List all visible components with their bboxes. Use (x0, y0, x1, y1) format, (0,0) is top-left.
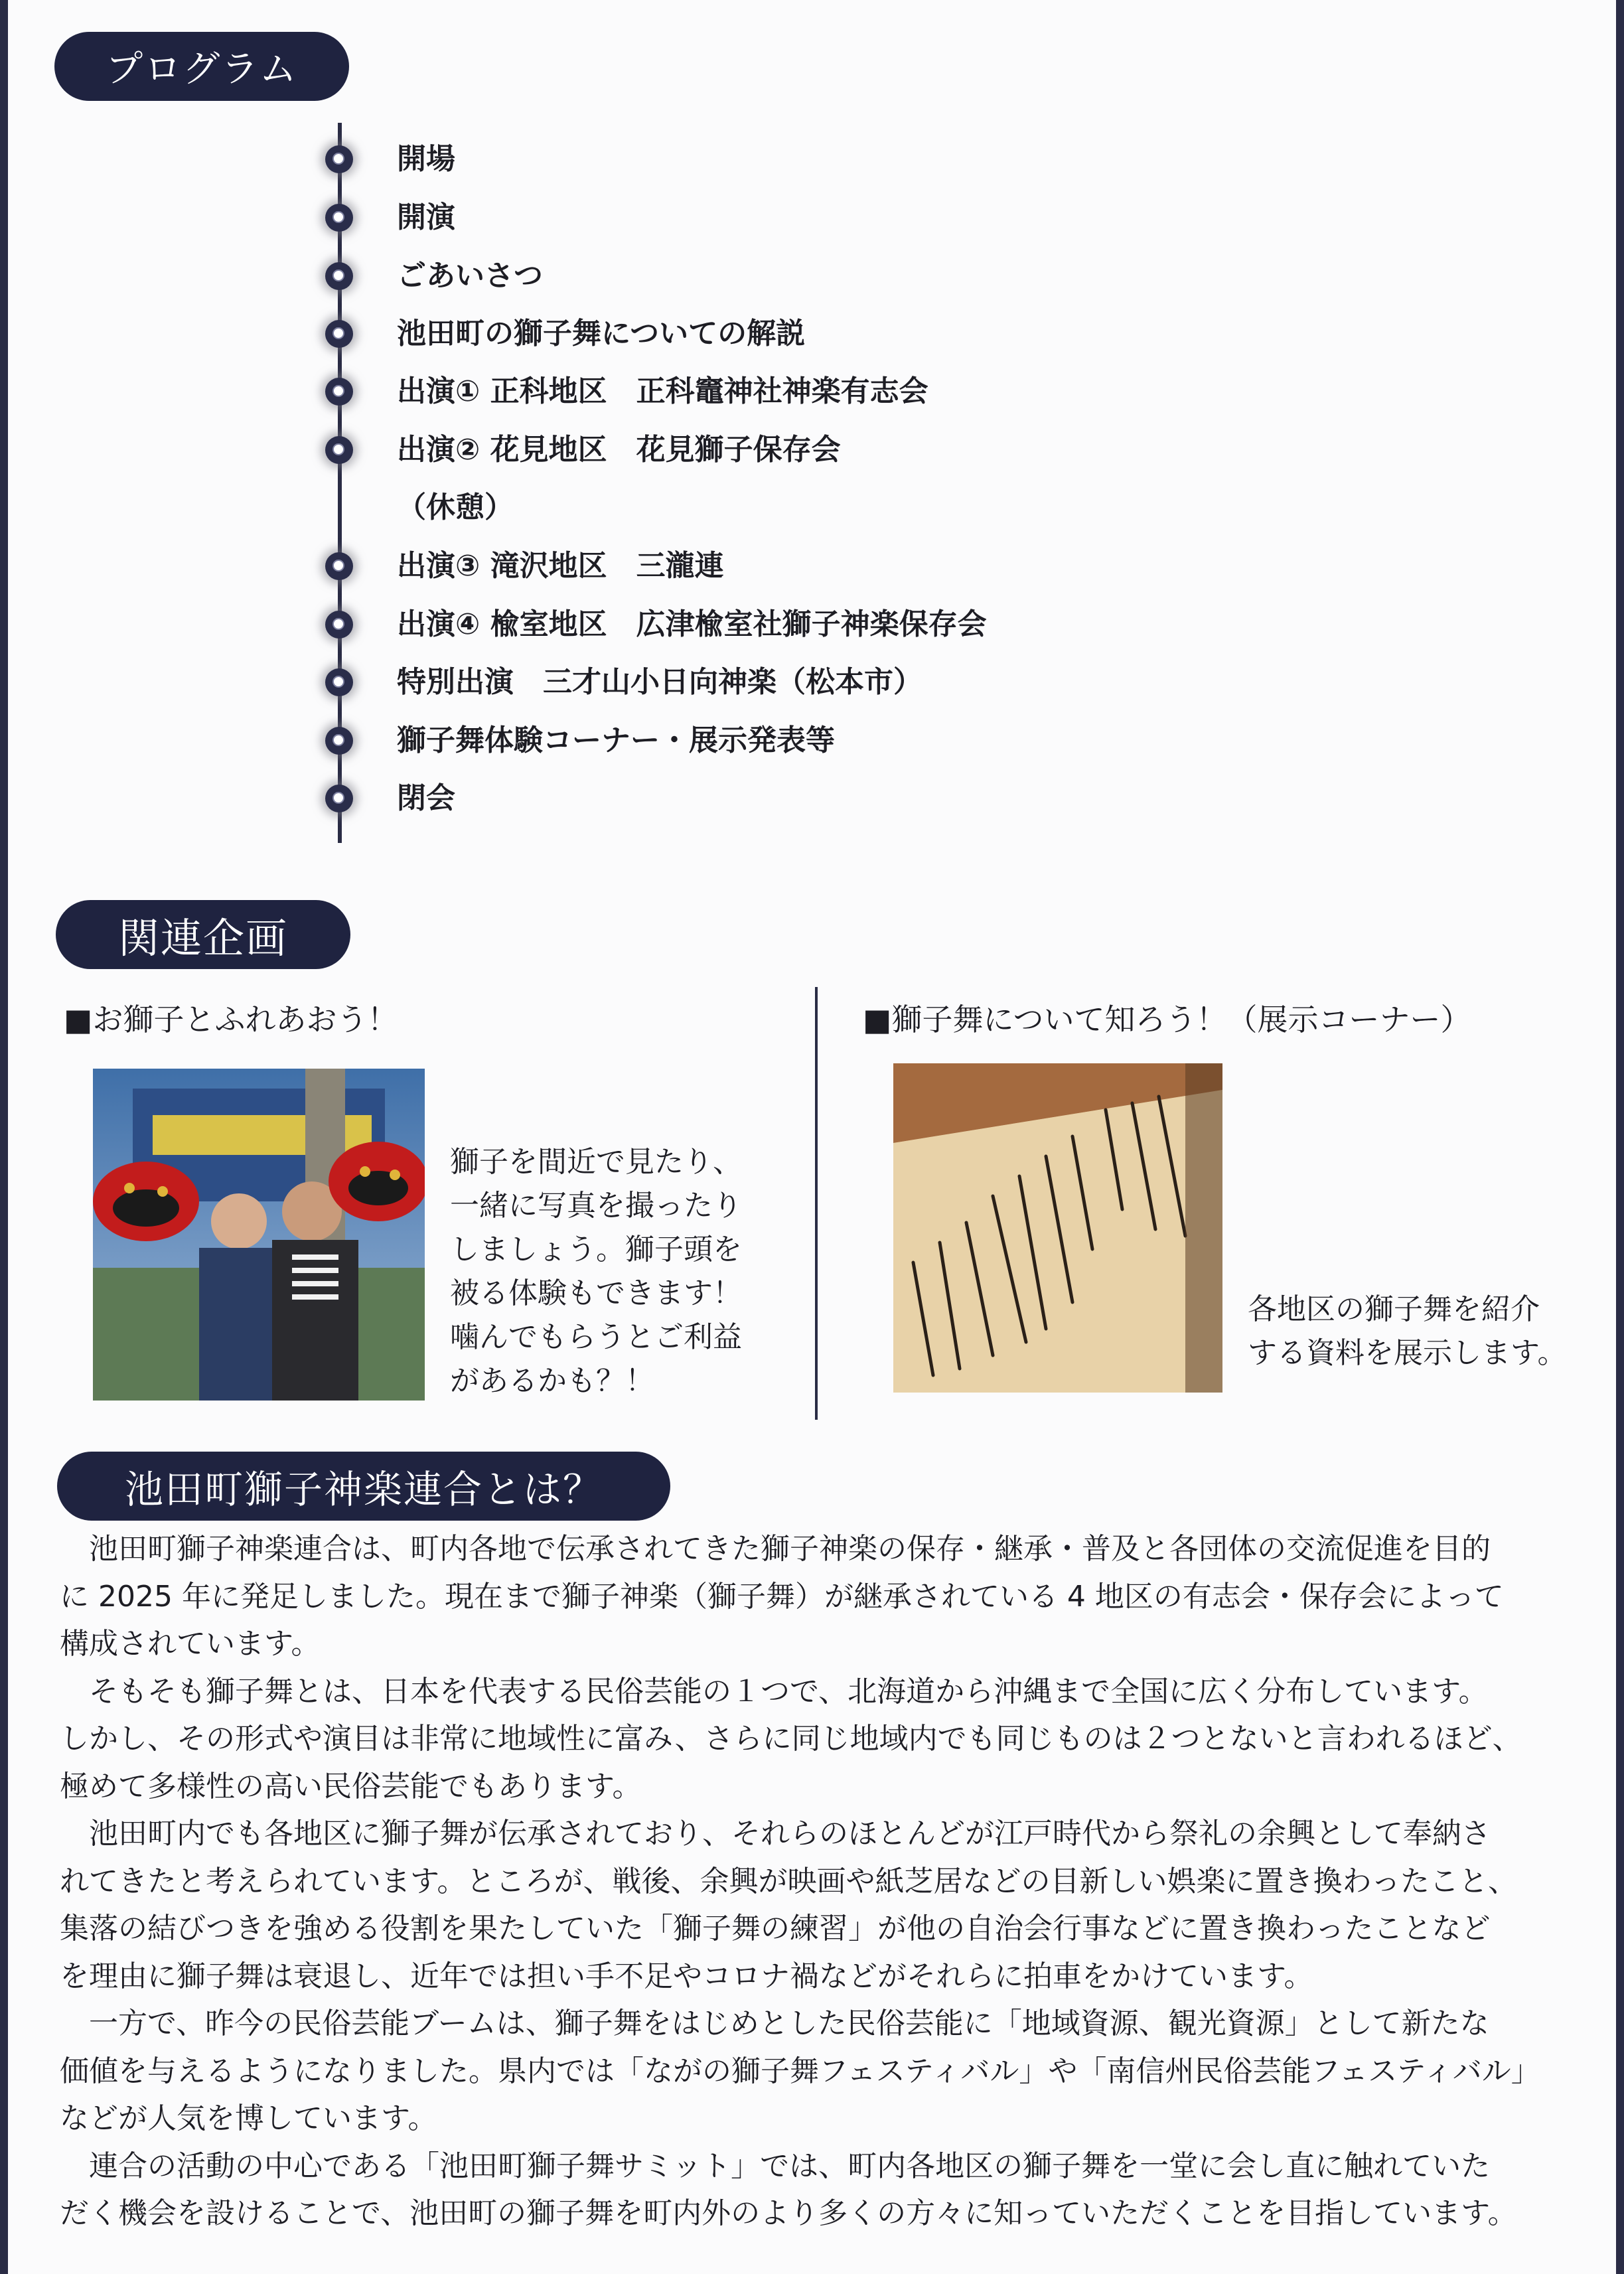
text-line: があるかも？！ (450, 1364, 654, 1398)
program-heading-label: プログラム (106, 48, 298, 91)
schedule-row (0, 247, 1327, 305)
schedule-row (0, 362, 1327, 421)
timeline-dot-icon (325, 611, 353, 639)
related-right-title: ■獅子舞について知ろう！（展示コーナー） (863, 1002, 1471, 1037)
text-line: 被る体験もできます！ (450, 1276, 742, 1310)
schedule-row (0, 537, 1327, 595)
text-line: 獅子を間近で見たり、 (450, 1145, 742, 1179)
timeline-dot-icon (325, 320, 353, 348)
timeline-dot-icon (325, 552, 353, 580)
related-left-text (450, 1140, 742, 1403)
schedule-row-break (0, 479, 1327, 537)
schedule-event: 開演 (397, 200, 455, 234)
paragraph-line: 池田町内でも各地区に獅子舞が伝承されており、それらのほとんどが江戸時代から祭礼の余興として奉納さ (60, 1817, 1491, 1851)
paragraph-line: 極めて多様性の高い民俗芸能でもあります。 (60, 1769, 642, 1803)
timeline-dot-icon (325, 668, 353, 696)
schedule-event: 出演④ 楡室地区 広津楡室社獅子神楽保存会 (397, 607, 987, 641)
text-line: 一緒に写真を撮ったり (450, 1189, 742, 1223)
schedule-event: 開場 (397, 142, 455, 176)
schedule-row (0, 653, 1327, 712)
about-body (60, 1525, 1586, 2237)
paragraph-line: を理由に獅子舞は衰退し、近年では担い手不足やコロナ禍などがそれらに拍車をかけています。 (60, 1959, 1313, 1993)
schedule-event: 獅子舞体験コーナー・展示発表等 (397, 723, 835, 757)
paragraph-line: 連合の活動の中心である「池田町獅子舞サミット」では、町内各地区の獅子舞を一堂に会し直に触れていた (60, 2149, 1491, 2183)
paragraph-line: しかし、その形式や演目は非常に地域性に富み、さらに同じ地域内でも同じものは２つとないと言われるほど、 (60, 1722, 1522, 1756)
lion-photo (93, 1069, 425, 1401)
timeline-dot-icon (325, 785, 353, 812)
paragraph-line: 構成されています。 (60, 1627, 321, 1661)
paragraph-line: 集落の結びつきを強める役割を果たしていた「獅子舞の練習」が他の自治会行事などに置き換わったことなど (60, 1912, 1491, 1945)
schedule-event: 閉会 (397, 781, 455, 815)
paragraph-line: に 2025 年に発足しました。現在まで獅子神楽（獅子舞）が継承されている 4 地区の有志会・保存会によって (60, 1579, 1504, 1614)
schedule-event: 出演② 花見地区 花見獅子保存会 (397, 433, 841, 467)
timeline-dot-icon (325, 204, 353, 232)
schedule-row (0, 769, 1327, 828)
schedule-row (0, 189, 1327, 247)
text-line: する資料を展示します。 (1248, 1336, 1567, 1370)
text-line: 各地区の獅子舞を紹介 (1248, 1292, 1540, 1326)
text-line: 噛んでもらうとご利益 (450, 1320, 742, 1354)
schedule-row (0, 712, 1327, 770)
timeline-dot-icon (325, 378, 353, 406)
timeline-dot-icon (325, 262, 353, 290)
paragraph-line: 価値を与えるようになりました。県内では「ながの獅子舞フェスティバル」や「南信州民俗芸能フェスティバル」 (60, 2054, 1540, 2088)
schedule-event: 特別出演 三才山小日向神楽（松本市） (397, 665, 923, 699)
timeline-dot-icon (325, 436, 353, 464)
related-left-title: ■お獅子とふれあおう！ (64, 1002, 398, 1037)
timeline-dot-icon (325, 727, 353, 755)
schedule-row (0, 305, 1327, 363)
about-heading (57, 1452, 670, 1521)
schedule-row (0, 130, 1327, 189)
schedule-row (0, 421, 1327, 479)
program-heading (54, 32, 349, 101)
document-photo (893, 1063, 1222, 1393)
about-heading-label: 池田町獅子神楽連合とは？ (124, 1467, 603, 1512)
schedule-event: 池田町の獅子舞についての解説 (397, 317, 806, 350)
schedule-row (0, 595, 1327, 654)
schedule-event: （休憩） (397, 491, 514, 524)
schedule-event: 出演③ 滝沢地区 三瀧連 (397, 549, 724, 583)
paragraph-line: そもそも獅子舞とは、日本を代表する民俗芸能の１つで、北海道から沖縄まで全国に広く分布しています。 (60, 1674, 1488, 1708)
paragraph-line: 一方で、昨今の民俗芸能ブームは、獅子舞をはじめとした民俗芸能に「地域資源、観光資源」として新たな (60, 2007, 1489, 2040)
text-line: しましょう。獅子頭を (450, 1233, 742, 1266)
column-divider (815, 987, 818, 1420)
paragraph-line: などが人気を博しています。 (60, 2101, 437, 2135)
related-heading (56, 900, 350, 969)
related-heading-label: 関連企画 (117, 913, 288, 962)
timeline-dot-icon (325, 145, 353, 173)
schedule-event: ごあいさつ (397, 259, 543, 293)
paragraph-line: 池田町獅子神楽連合は、町内各地で伝承されてきた獅子神楽の保存・継承・普及と各団体の交流促進を目的 (60, 1532, 1491, 1566)
paragraph-line: れてきたと考えられています。ところが、戦後、余興が映画や紙芝居などの目新しい娯楽に置き換わったこと、 (60, 1864, 1518, 1898)
related-right-text (1248, 1288, 1566, 1375)
schedule-event: 出演① 正科地区 正科竈神社神楽有志会 (397, 374, 928, 408)
paragraph-line: だく機会を設けることで、池田町の獅子舞を町内外のより多くの方々に知っていただくことを目指しています。 (60, 2196, 1517, 2230)
right-border (1616, 0, 1624, 2274)
